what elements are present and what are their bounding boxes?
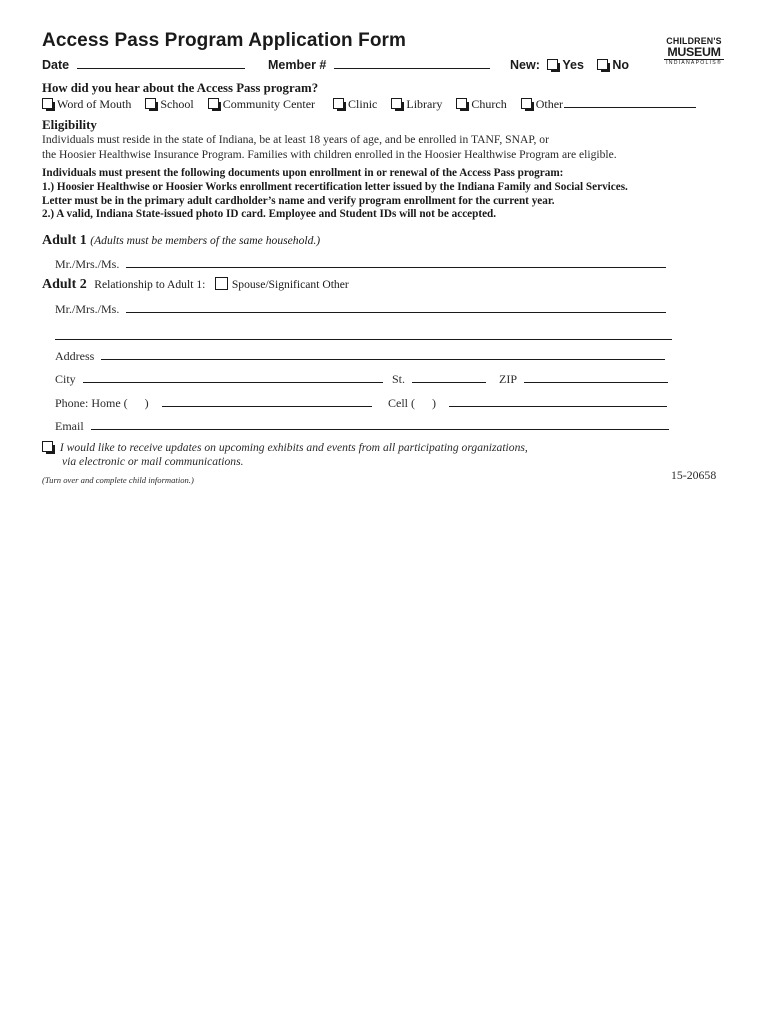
option-label: School [160,97,194,111]
option-label: Other [535,97,564,111]
home-phone-label: Phone: Home ( [55,396,128,410]
updates-checkbox[interactable] [42,441,53,452]
zip-label: ZIP [499,372,517,386]
home-phone-close: ) [144,396,149,410]
adult2-name-input[interactable] [126,302,666,313]
new-no-checkbox[interactable] [597,59,608,70]
option-label: Word of Mouth [57,97,132,111]
option-label: Church [471,97,507,111]
address-input[interactable] [101,349,665,360]
option-school[interactable] [145,97,193,111]
updates-text-line2: via electronic or mail communications. [62,455,244,468]
state-field [392,372,486,387]
new-no-label: No [612,58,630,72]
other-checkbox[interactable] [521,98,532,109]
option-label: Library [406,97,443,111]
state-input[interactable] [412,372,486,383]
home-phone-field [55,396,372,411]
relationship-label: Relationship to Adult 1: [94,278,206,291]
form-title: Access Pass Program Application Form [42,30,407,51]
documents-item2: 2.) A valid, Indiana State-issued photo ID card. Employee and Student IDs will not be accepted. [42,208,497,220]
adult1-name-field [55,257,666,272]
email-field [55,419,669,434]
option-other[interactable] [521,97,696,111]
documents-item1-detail: Letter must be in the primary adult cardholder’s name and verify program enrollment for the current year. [42,195,555,207]
cell-phone-field [388,396,667,411]
hear-about-options [42,97,696,112]
option-church[interactable] [456,97,506,111]
date-field [42,58,245,72]
city-field [55,372,383,387]
clinic-checkbox[interactable] [333,98,344,109]
city-label: City [55,372,76,386]
adult2-extra-line[interactable] [55,327,672,340]
email-label: Email [55,419,84,433]
date-label: Date [42,58,70,72]
option-library[interactable] [391,97,442,111]
member-field [268,58,490,72]
option-label: Community Center [222,97,316,111]
adult2-name-field [55,302,666,317]
adult2-name-label: Mr./Mrs./Ms. [55,302,120,316]
eligibility-text-line2: the Hoosier Healthwise Insurance Program. Families with children enrolled in the Hoosier Healthwise Program are eligible. [42,148,617,161]
adult1-section [42,233,320,249]
cell-phone-input[interactable] [449,396,667,407]
childrens-museum-logo [664,37,724,67]
logo-line2: MUSEUM [667,45,721,59]
hear-about-question: How did you hear about the Access Pass program? [42,81,319,95]
spouse-checkbox[interactable] [215,277,228,290]
other-input[interactable] [564,97,696,108]
adult1-heading: Adult 1 [42,233,87,248]
adult2-heading: Adult 2 [42,277,87,292]
library-checkbox[interactable] [391,98,402,109]
address-field [55,349,665,364]
turn-over-note: (Turn over and complete child information.) [42,475,194,485]
state-label: St. [392,372,406,386]
eligibility-heading: Eligibility [42,117,97,132]
logo-line1: CHILDREN'S [666,36,722,46]
option-word-of-mouth[interactable] [42,97,131,111]
community-center-checkbox[interactable] [208,98,219,109]
spouse-label: Spouse/Significant Other [231,278,349,291]
cell-phone-close: ) [432,396,436,410]
zip-input[interactable] [524,372,668,383]
adult1-name-label: Mr./Mrs./Ms. [55,257,120,271]
address-label: Address [55,349,95,363]
adult1-note: (Adults must be members of the same household.) [90,234,321,247]
form-number: 15-20658 [671,468,717,482]
word-of-mouth-checkbox[interactable] [42,98,53,109]
option-clinic[interactable] [333,97,377,111]
new-member-field [510,58,629,72]
member-label: Member # [268,58,327,72]
documents-item1: 1.) Hoosier Healthwise or Hoosier Works enrollment recertification letter issued by the Indiana Family and Social Services. [42,181,628,193]
city-input[interactable] [83,372,383,383]
new-yes-label: Yes [562,58,584,72]
updates-text-line1: I would like to receive updates on upcoming exhibits and events from all participating organizations, [59,441,528,454]
logo-line3: INDIANAPOLIS® [664,59,724,67]
documents-intro: Individuals must present the following documents upon enrollment in or renewal of the Access Pass program: [42,167,564,179]
church-checkbox[interactable] [456,98,467,109]
new-label: New: [510,58,540,72]
date-input[interactable] [77,58,245,69]
member-input[interactable] [334,58,490,69]
option-community-center[interactable] [208,97,315,111]
updates-optin [42,441,528,454]
zip-field [499,372,668,387]
option-label: Clinic [348,97,378,111]
email-input[interactable] [91,419,669,430]
adult1-name-input[interactable] [126,257,666,268]
eligibility-text-line1: Individuals must reside in the state of Indiana, be at least 18 years of age, and be enrolled in TANF, SNAP, or [42,133,549,146]
home-phone-input[interactable] [162,396,372,407]
school-checkbox[interactable] [145,98,156,109]
new-yes-checkbox[interactable] [547,59,558,70]
adult2-section [42,277,349,293]
cell-phone-label: Cell ( [388,396,415,410]
